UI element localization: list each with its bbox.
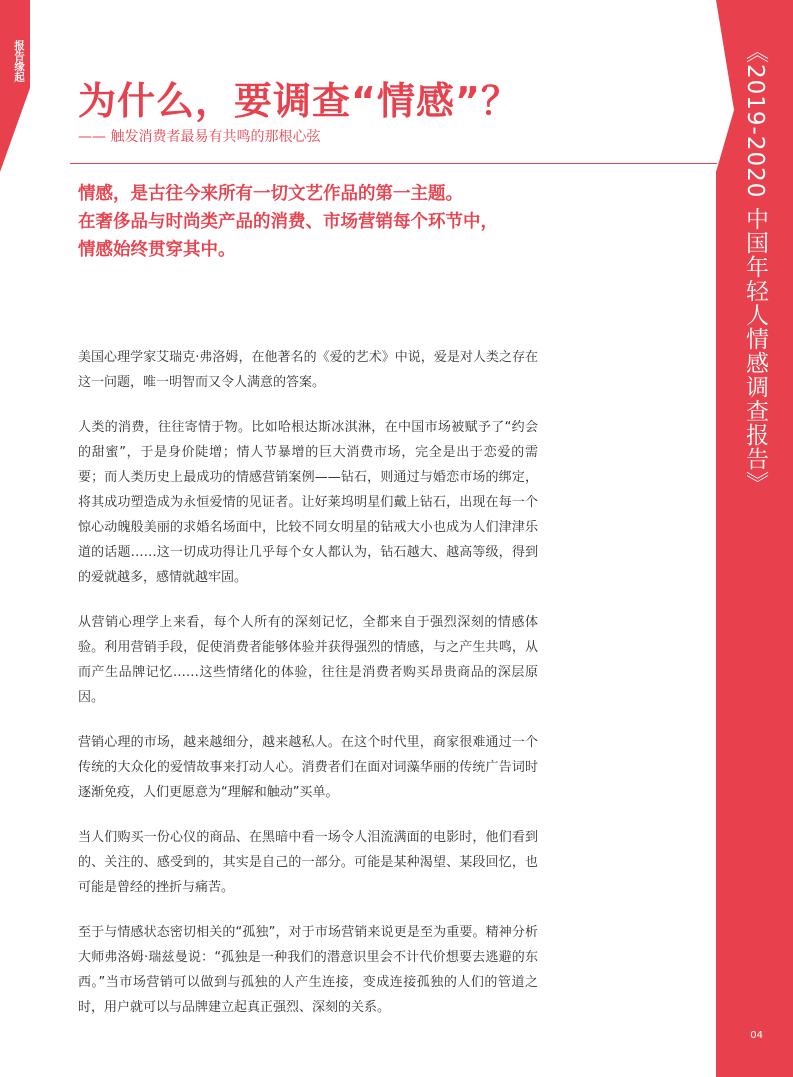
page-title: 为什么，要调查“情感”？ [78, 79, 520, 123]
report-vertical-title: 《2019-2020 中国年轻人情感调查报告》 [742, 40, 768, 495]
intro-statement [78, 180, 538, 264]
side-tab-shape [0, 0, 30, 230]
intro-line: 在奢侈品与时尚类产品的消费、市场营销每个环节中， [78, 212, 498, 232]
intro-line: 情感，是古往今来所有一切文艺作品的第一主题。 [78, 184, 463, 204]
title-divider [70, 163, 717, 164]
body-paragraph: 当人们购买一份心仪的商品、在黑暗中看一场令人泪流满面的电影时，他们看到的、关注的、感受到的，其实是自己的一部分。可能是某种渴望、某段回忆，也可能是曾经的挫折与痛苦。 [78, 830, 538, 895]
body-paragraph: 从营销心理学上来看，每个人所有的深刻记忆，全都来自于强烈深刻的情感体验。利用营销手段，促使消费者能够体验并获得强烈的情感，与之产生共鸣，从而产生品牌记忆……这些情绪化的体验，往往是消费者购买昂贵商品的深层原因。 [78, 615, 538, 705]
intro-line: 情感始终贯穿其中。 [78, 240, 236, 260]
body-paragraph: 美国心理学家艾瑞克·弗洛姆，在他著名的《爱的艺术》中说，爱是对人类之存在这一问题，唯一明智而又令人满意的答案。 [78, 350, 538, 390]
body-paragraph: 人类的消费，往往寄情于物。比如哈根达斯冰淇淋，在中国市场被赋予了“约会的甜蜜”，于是身价陡增；情人节暴增的巨大消费市场，完全是出于恋爱的需要；而人类历史上最成功的情感营销案例——钻石，则通过与婚恋市场的绑定，将其成功塑造成为永恒爱情的见证者。让好莱坞明星们戴上钻石，出现在每一个惊心动魄般美丽的求婚名场面中，比较不同女明星的钻戒大小也成为人们津津乐道的话题……这一切成功得让几乎每个女人都认为，钻石越大、越高等级，得到的爱就越多，感情就越牢固。 [78, 420, 538, 585]
body-paragraph: 营销心理的市场，越来越细分，越来越私人。在这个时代里，商家很难通过一个传统的大众化的爱情故事来打动人心。消费者们在面对词藻华丽的传统广告词时逐渐免疫，人们更愿意为“理解和触动”买单。 [78, 735, 538, 800]
page-number: 04 [750, 1030, 763, 1041]
body-paragraph: 至于与情感状态密切相关的“孤独”，对于市场营销来说更是至为重要。精神分析大师弗洛姆·瑞兹曼说：“孤独是一种我们的潜意识里会不计代价想要去逃避的东西。”当市场营销可以做到与孤独的人产生连接，变成连接孤独的人们的管道之时，用户就可以与品牌建立起真正强烈、深刻的关系。 [78, 925, 538, 1015]
side-tab-label: 报告缘起 [13, 40, 25, 82]
side-section-tab [0, 0, 30, 230]
page-subtitle: —— 触发消费者最易有共鸣的那根心弦 [78, 129, 321, 145]
body-text [78, 345, 538, 1040]
